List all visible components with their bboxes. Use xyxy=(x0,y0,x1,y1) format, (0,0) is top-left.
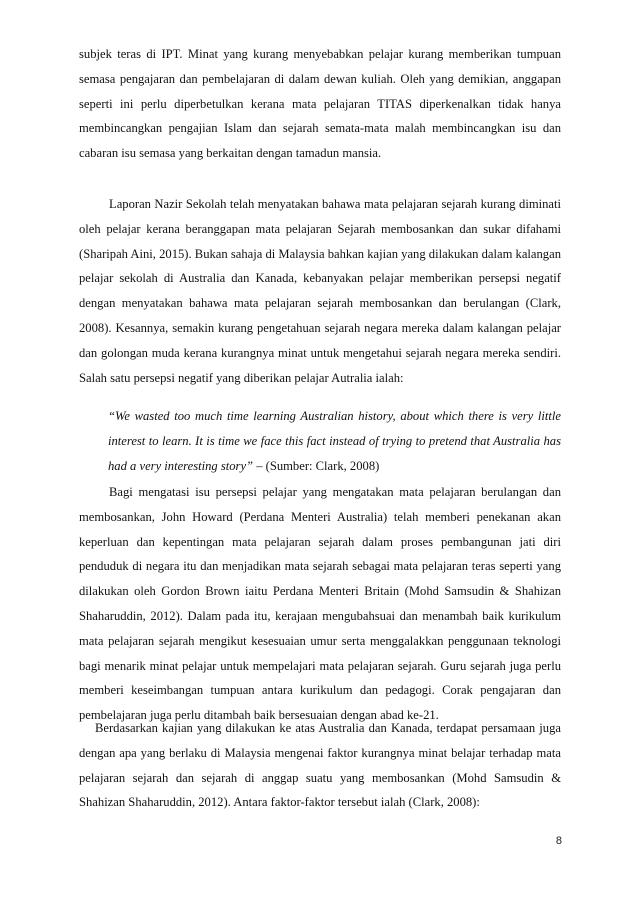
quote-source: – (Sumber: Clark, 2008) xyxy=(253,458,380,473)
page-number: 8 xyxy=(555,835,562,847)
paragraph-2: Laporan Nazir Sekolah telah menyatakan bahawa mata pelajaran sejarah kurang diminati oleh pelajar kerana beranggapan mata pelajaran Sejarah membosankan dan sukar difahami (Sharipah Aini, 2015). Bukan sahaja di Malaysia bahkan kajian yang dilakukan dalam kalangan pelajar sekolah di Australia dan Kanada, kebanyakan pelajar memberikan persepsi negatif dengan menyatakan bahawa mata pelajaran sejarah membosankan dan berulangan (Clark, 2008). Kesannya, semakin kurang pengetahuan sejarah negara mereka dalam kalangan pelajar dan golongan muda kerana kurangnya minat untuk mengetahui sejarah negara mereka sendiri. Salah satu persepsi negatif yang diberikan pelajar Autralia ialah: xyxy=(79,197,561,385)
paragraph-4: Berdasarkan kajian yang dilakukan ke atas Australia dan Kanada, terdapat persamaan juga dengan apa yang berlaku di Malaysia mengenai faktor kurangnya minat belajar terhadap mata pelajaran sejarah dan sejarah di anggap suatu yang membosankan (Mohd Samsudin & Shahizan Shaharuddin, 2012). Antara faktor-faktor tersebut ialah (Clark, 2008): xyxy=(79,721,561,810)
paragraph-1: subjek teras di IPT. Minat yang kurang menyebabkan pelajar kurang memberikan tumpuan semasa pengajaran dan pembelajaran di dalam dewan kuliah. Oleh yang demikian, anggapan seperti ini perlu diperbetulkan kerana mata pelajaran TITAS diperkenalkan tidak hanya membincangkan pengajian Islam dan sejarah semata-mata malah membincangkan isu dan cabaran isu semasa yang berkaitan dengan tamadun mansia. xyxy=(79,47,561,161)
quote-text: “We wasted too much time learning Australian history, about which there is very little interest to learn. It is time we face this fact instead of trying to pretend that Australia has had a very interesting story” xyxy=(108,409,561,473)
block-quote xyxy=(108,404,561,478)
paragraph-3: Bagi mengatasi isu persepsi pelajar yang mengatakan mata pelajaran berulangan dan membosankan, John Howard (Perdana Menteri Australia) telah memberi penekanan akan keperluan dan kepentingan mata pelajaran sejarah dalam proses pembangunan jati diri penduduk di negara itu dan menjadikan mata sejarah sebagai mata pelajaran teras seperti yang dilakukan oleh Gordon Brown iaitu Perdana Menteri Britain (Mohd Samsudin & Shahizan Shaharuddin, 2012). Dalam pada itu, kerajaan mengubahsuai dan menambah baik kurikulum mata pelajaran sejarah mengikut kesesuaian umur serta menggalakkan penggunaan teknologi bagi menarik minat pelajar untuk mempelajari mata pelajaran sejarah. Guru sejarah juga perlu memberi keseimbangan tumpuan antara kurikulum dan pedagogi. Corak pengajaran dan pembelajaran juga perlu ditambah baik bersesuaian dengan abad ke-21. xyxy=(79,485,561,723)
